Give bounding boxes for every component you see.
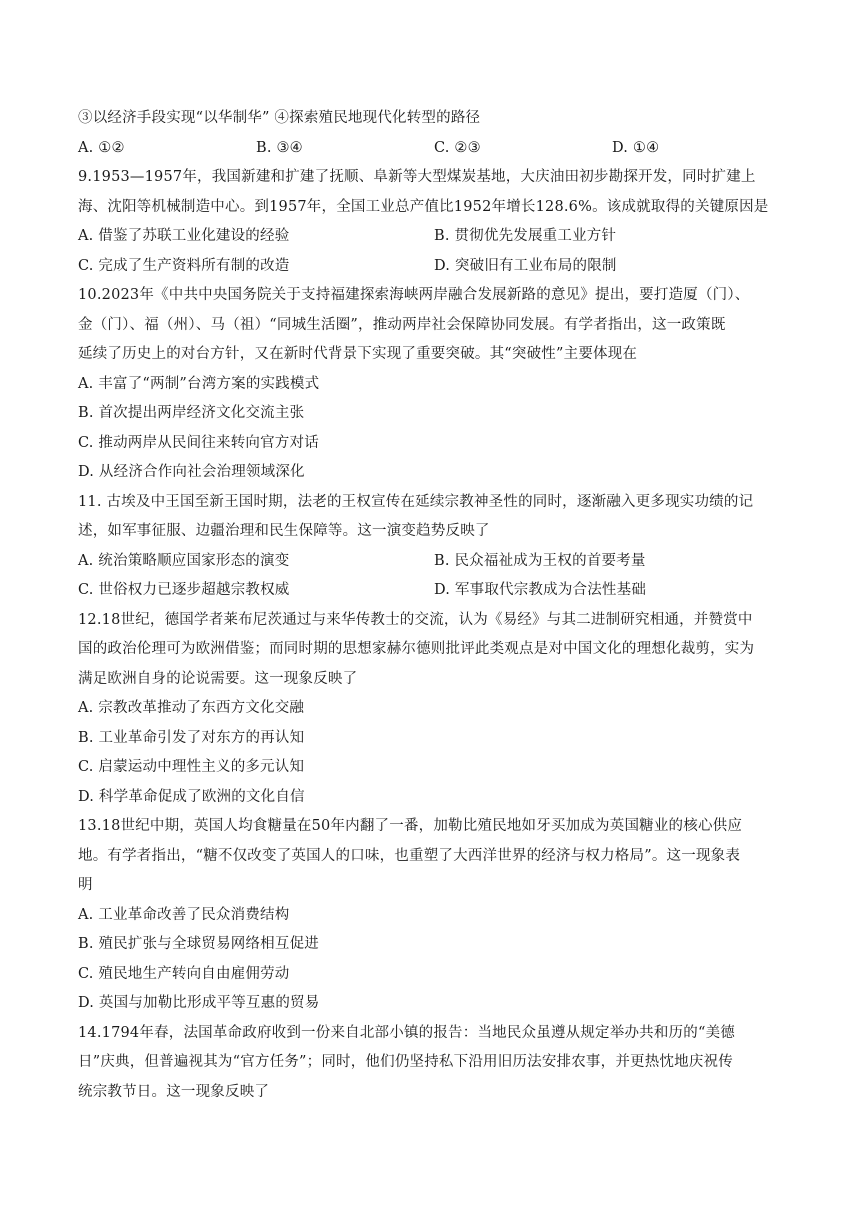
option-d: D. 科学革命促成了欧洲的文化自信 <box>78 788 305 805</box>
option-row <box>78 547 790 577</box>
option-b: B. 殖民扩张与全球贸易网络相互促进 <box>78 936 319 952</box>
prev-question-options <box>78 134 790 164</box>
option-d: D. 英国与加勒比形成平等互惠的贸易 <box>78 995 320 1011</box>
question-stem-line: 地。有学者指出，“糖不仅改变了英国人的口味，也重塑了大西洋世界的经济与权力格局”。这一现象表 <box>78 847 741 864</box>
question-q12 <box>78 606 790 813</box>
question-q14 <box>78 1019 790 1108</box>
question-stem-line: 统宗教节日。这一现象反映了 <box>78 1083 270 1100</box>
option-a: A. 丰富了“两制”台湾方案的实践模式 <box>78 375 320 392</box>
question-stem-line: 海、沈阳等机械制造中心。到1957年，全国工业总产值比1952年增长128.6%。该成就取得的关键原因是 <box>78 198 769 215</box>
option-b: B. ③④ <box>256 139 303 156</box>
option-d: D. 军事取代宗教成为合法性基础 <box>434 582 647 598</box>
option-row <box>78 222 790 252</box>
question-stem-line: 国的政治伦理可为欧洲借鉴；而同时期的思想家赫尔德则批评此类观点是对中国文化的理想化裁剪，实为 <box>78 641 755 657</box>
question-stem-line: 述，如军事征服、边疆治理和民生保障等。这一演变趋势反映了 <box>78 523 490 539</box>
option-c: C. 推动两岸从民间往来转向官方对话 <box>78 434 319 451</box>
question-q11 <box>78 488 790 606</box>
option-c: C. 殖民地生产转向自由雇佣劳动 <box>78 965 290 982</box>
option-a: A. 宗教改革推动了东西方文化交融 <box>78 700 305 716</box>
question-q9 <box>78 163 790 281</box>
question-stem-line: 满足欧洲自身的论说需要。这一现象反映了 <box>78 670 358 687</box>
question-stem-line: 14.1794年春，法国革命政府收到一份来自北部小镇的报告：当地民众虽遵从规定举办共和历的“美德 <box>78 1024 735 1041</box>
option-a: A. 工业革命改善了民众消费结构 <box>78 906 290 923</box>
option-a: A. 统治策略顺应国家形态的演变 <box>78 552 290 569</box>
option-d: D. ①④ <box>612 139 660 156</box>
option-a: A. 借鉴了苏联工业化建设的经验 <box>78 228 290 244</box>
exam-page <box>78 104 790 1107</box>
option-row <box>78 576 790 606</box>
prev-question-continuation: ③以经济手段实现“以华制华” ④探索殖民地现代化转型的路径 <box>78 110 481 126</box>
question-stem-line: 11. 古埃及中王国至新王国时期，法老的王权宣传在延续宗教神圣性的同时，逐渐融入更多现实功绩的记 <box>78 493 754 510</box>
option-c: C. 世俗权力已逐步超越宗教权威 <box>78 582 290 598</box>
question-stem-line: 金（门）、福（州）、马（祖）“同城生活圈”，推动两岸社会保障协同发展。有学者指出，这一政策既 <box>78 316 726 333</box>
option-b: B. 贯彻优先发展重工业方针 <box>434 228 617 244</box>
question-stem-line: 延续了历史上的对台方针，又在新时代背景下实现了重要突破。其“突破性”主要体现在 <box>78 346 638 362</box>
question-list <box>78 163 790 1107</box>
option-b: B. 民众福祉成为王权的首要考量 <box>434 552 646 569</box>
question-stem-line: 13.18世纪中期，英国人均食糖量在50年内翻了一番，加勒比殖民地如牙买加成为英国糖业的核心供应 <box>78 818 743 834</box>
question-stem-line: 10.2023年《中共中央国务院关于支持福建探索海峡两岸融合发展新路的意见》提出，要打造厦（门）、 <box>78 287 750 303</box>
question-stem-line: 日”庆典，但普遍视其为“官方任务”；同时，他们仍坚持私下沿用旧历法安排农事，并更热忱地庆祝传 <box>78 1054 733 1070</box>
question-stem-line: 12.18世纪，德国学者莱布尼茨通过与来华传教士的交流，认为《易经》与其二进制研究相通，并赞赏中 <box>78 611 753 628</box>
question-q10 <box>78 281 790 488</box>
question-q13 <box>78 812 790 1019</box>
option-d: D. 从经济合作向社会治理领域深化 <box>78 464 305 480</box>
option-a: A. ①② <box>78 139 125 156</box>
option-c: C. ②③ <box>434 139 481 156</box>
question-stem-line: 9.1953—1957年，我国新建和扩建了抚顺、阜新等大型煤炭基地，大庆油田初步勘探开发，同时扩建上 <box>78 169 756 185</box>
option-row <box>78 252 790 282</box>
prev-question-block <box>78 104 790 163</box>
option-d: D. 突破旧有工业布局的限制 <box>434 257 617 274</box>
option-c: C. 完成了生产资料所有制的改造 <box>78 257 290 274</box>
option-c: C. 启蒙运动中理性主义的多元认知 <box>78 759 305 775</box>
option-b: B. 首次提出两岸经济文化交流主张 <box>78 405 305 421</box>
question-stem-line: 明 <box>78 877 93 893</box>
option-b: B. 工业革命引发了对东方的再认知 <box>78 729 305 746</box>
